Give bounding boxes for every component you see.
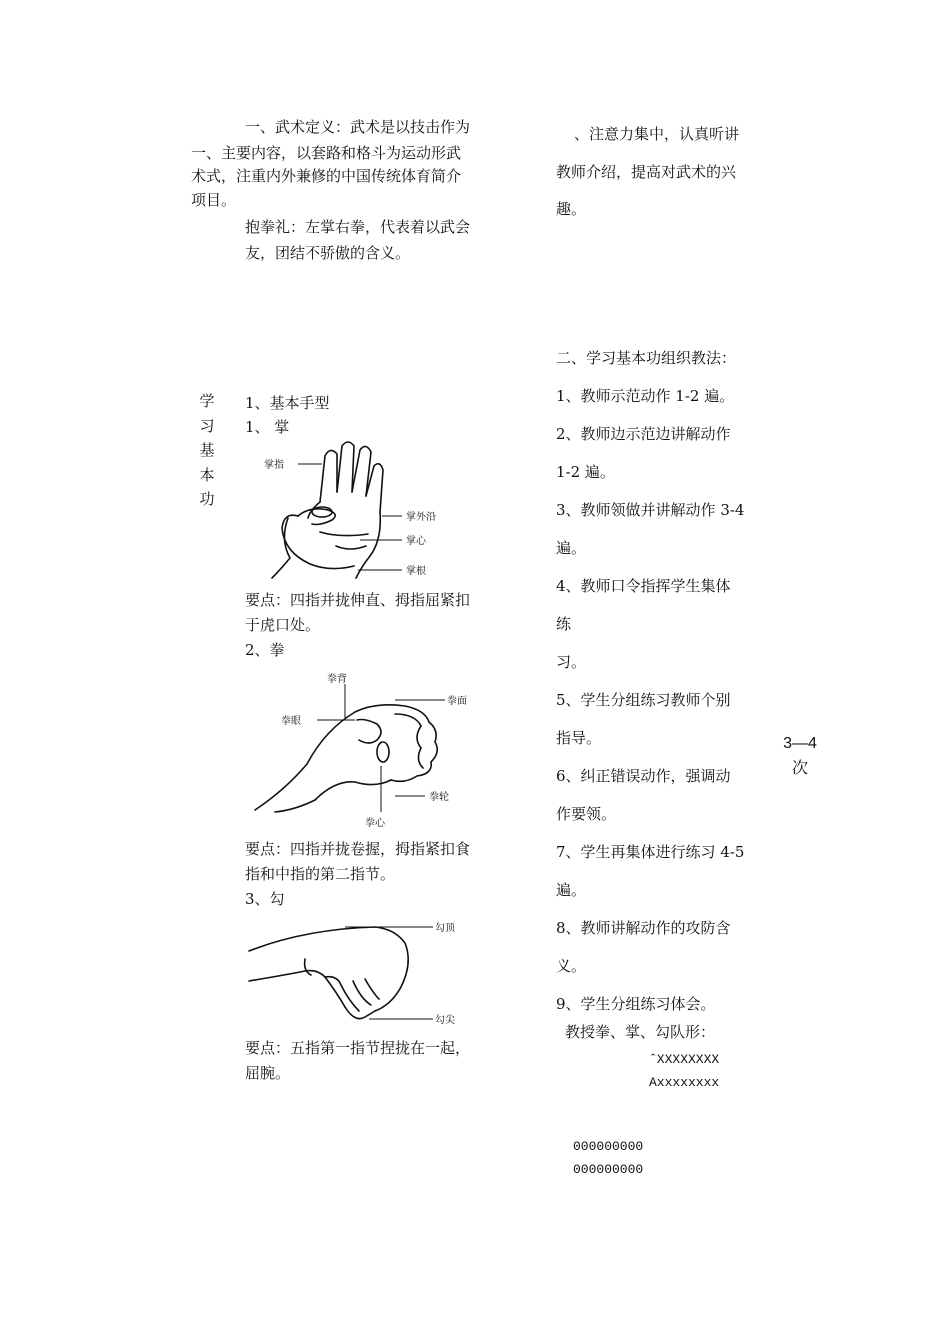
intro-line-1: 一、武术定义：武术是以技击作为	[245, 118, 471, 136]
fist-label-back: 拳背	[327, 674, 347, 685]
step-line: 遍。	[556, 881, 587, 899]
method-title: 二、学习基本功组织教法：	[556, 349, 737, 367]
step-line: 练	[556, 615, 572, 633]
intro-line-3: 术式，注重内外兼修的中国传统体育简介	[191, 167, 462, 185]
step-line: 习。	[556, 653, 587, 671]
count-unit: 次	[791, 760, 808, 777]
section-vertical-label	[197, 389, 217, 512]
formation-row-bottom-2: 000000000	[573, 1162, 644, 1177]
hook-figure	[245, 915, 485, 1030]
palm-label-center: 掌心	[406, 536, 426, 547]
step-line: 1、教师示范动作 1-2 遍。	[556, 387, 735, 405]
palm-key-line-1: 要点：四指并拢伸直、拇指屈紧扣	[245, 591, 471, 609]
fist-label-eye: 拳眼	[281, 716, 301, 727]
intro-line-4: 项目。	[191, 191, 237, 209]
step-line: 遍。	[556, 539, 587, 557]
step-line: 作要领。	[556, 805, 617, 823]
hook-label-tip: 勾尖	[435, 1015, 455, 1026]
count-value: 3—4	[783, 735, 817, 752]
section-char: 基	[199, 441, 215, 459]
step-line: 7、学生再集体进行练习 4-5	[556, 843, 745, 861]
salute-line-2: 友，团结不骄傲的含义。	[245, 244, 411, 262]
section-char: 功	[199, 490, 215, 508]
fist-figure	[245, 670, 485, 830]
palm-label-root: 掌根	[406, 566, 426, 577]
formation-row-bottom-1: 000000000	[573, 1139, 644, 1154]
formation-title: 教授拳、掌、勾队形：	[565, 1023, 716, 1041]
fist-key-line-1: 要点：四指并拢卷握，拇指紧扣食	[245, 840, 471, 858]
fist-label-wheel: 拳轮	[429, 792, 449, 803]
palm-title: 1、 掌	[245, 418, 290, 436]
step-line: 3、教师领做并讲解动作 3-4	[556, 501, 745, 519]
step-line: 1-2 遍。	[556, 463, 615, 481]
step-line: 9、学生分组练习体会。	[556, 995, 716, 1013]
fist-title: 2、拳	[245, 641, 285, 659]
attention-line-2: 教师介绍，提高对武术的兴	[556, 163, 737, 181]
step-line: 8、教师讲解动作的攻防含	[556, 919, 731, 937]
hook-key-line-1: 要点：五指第一指节捏拢在一起，	[245, 1039, 471, 1057]
formation-row-top-2: Axxxxxxxx	[649, 1075, 720, 1090]
section-char: 习	[199, 416, 215, 435]
intro-line-2: 一、主要内容，以套路和格斗为运动形武	[191, 144, 462, 162]
palm-key-line-2: 于虎口处。	[245, 616, 321, 634]
hook-title: 3、勾	[245, 890, 285, 908]
section-char: 本	[199, 465, 215, 484]
formation-row-top-1: ˆXXXXXXXX	[649, 1052, 720, 1067]
fist-key-line-2: 指和中指的第二指节。	[245, 865, 396, 883]
fist-label-face: 拳面	[447, 696, 467, 707]
step-line: 义。	[556, 957, 587, 975]
palm-label-outer-edge: 掌外沿	[406, 512, 436, 523]
step-line: 6、纠正错误动作，强调动	[556, 767, 731, 785]
section-char: 学	[199, 392, 215, 410]
step-line: 5、学生分组练习教师个别	[556, 691, 731, 709]
palm-label-finger: 掌指	[264, 460, 284, 471]
basic-handform-title: 1、基本手型	[245, 394, 330, 412]
salute-line-1: 抱拳礼：左掌右拳，代表着以武会	[245, 218, 471, 236]
hook-label-top: 勾顶	[435, 923, 455, 934]
hook-key-line-2: 屈腕。	[245, 1064, 291, 1082]
step-line: 4、教师口令指挥学生集体	[556, 577, 731, 595]
step-line: 指导。	[556, 729, 602, 747]
fist-label-heart: 拳心	[365, 818, 385, 829]
palm-figure	[250, 440, 480, 580]
attention-line-3: 趣。	[556, 200, 587, 218]
step-line: 2、教师边示范边讲解动作	[556, 425, 731, 443]
attention-line-1: 、注意力集中，认真听讲	[574, 125, 740, 143]
